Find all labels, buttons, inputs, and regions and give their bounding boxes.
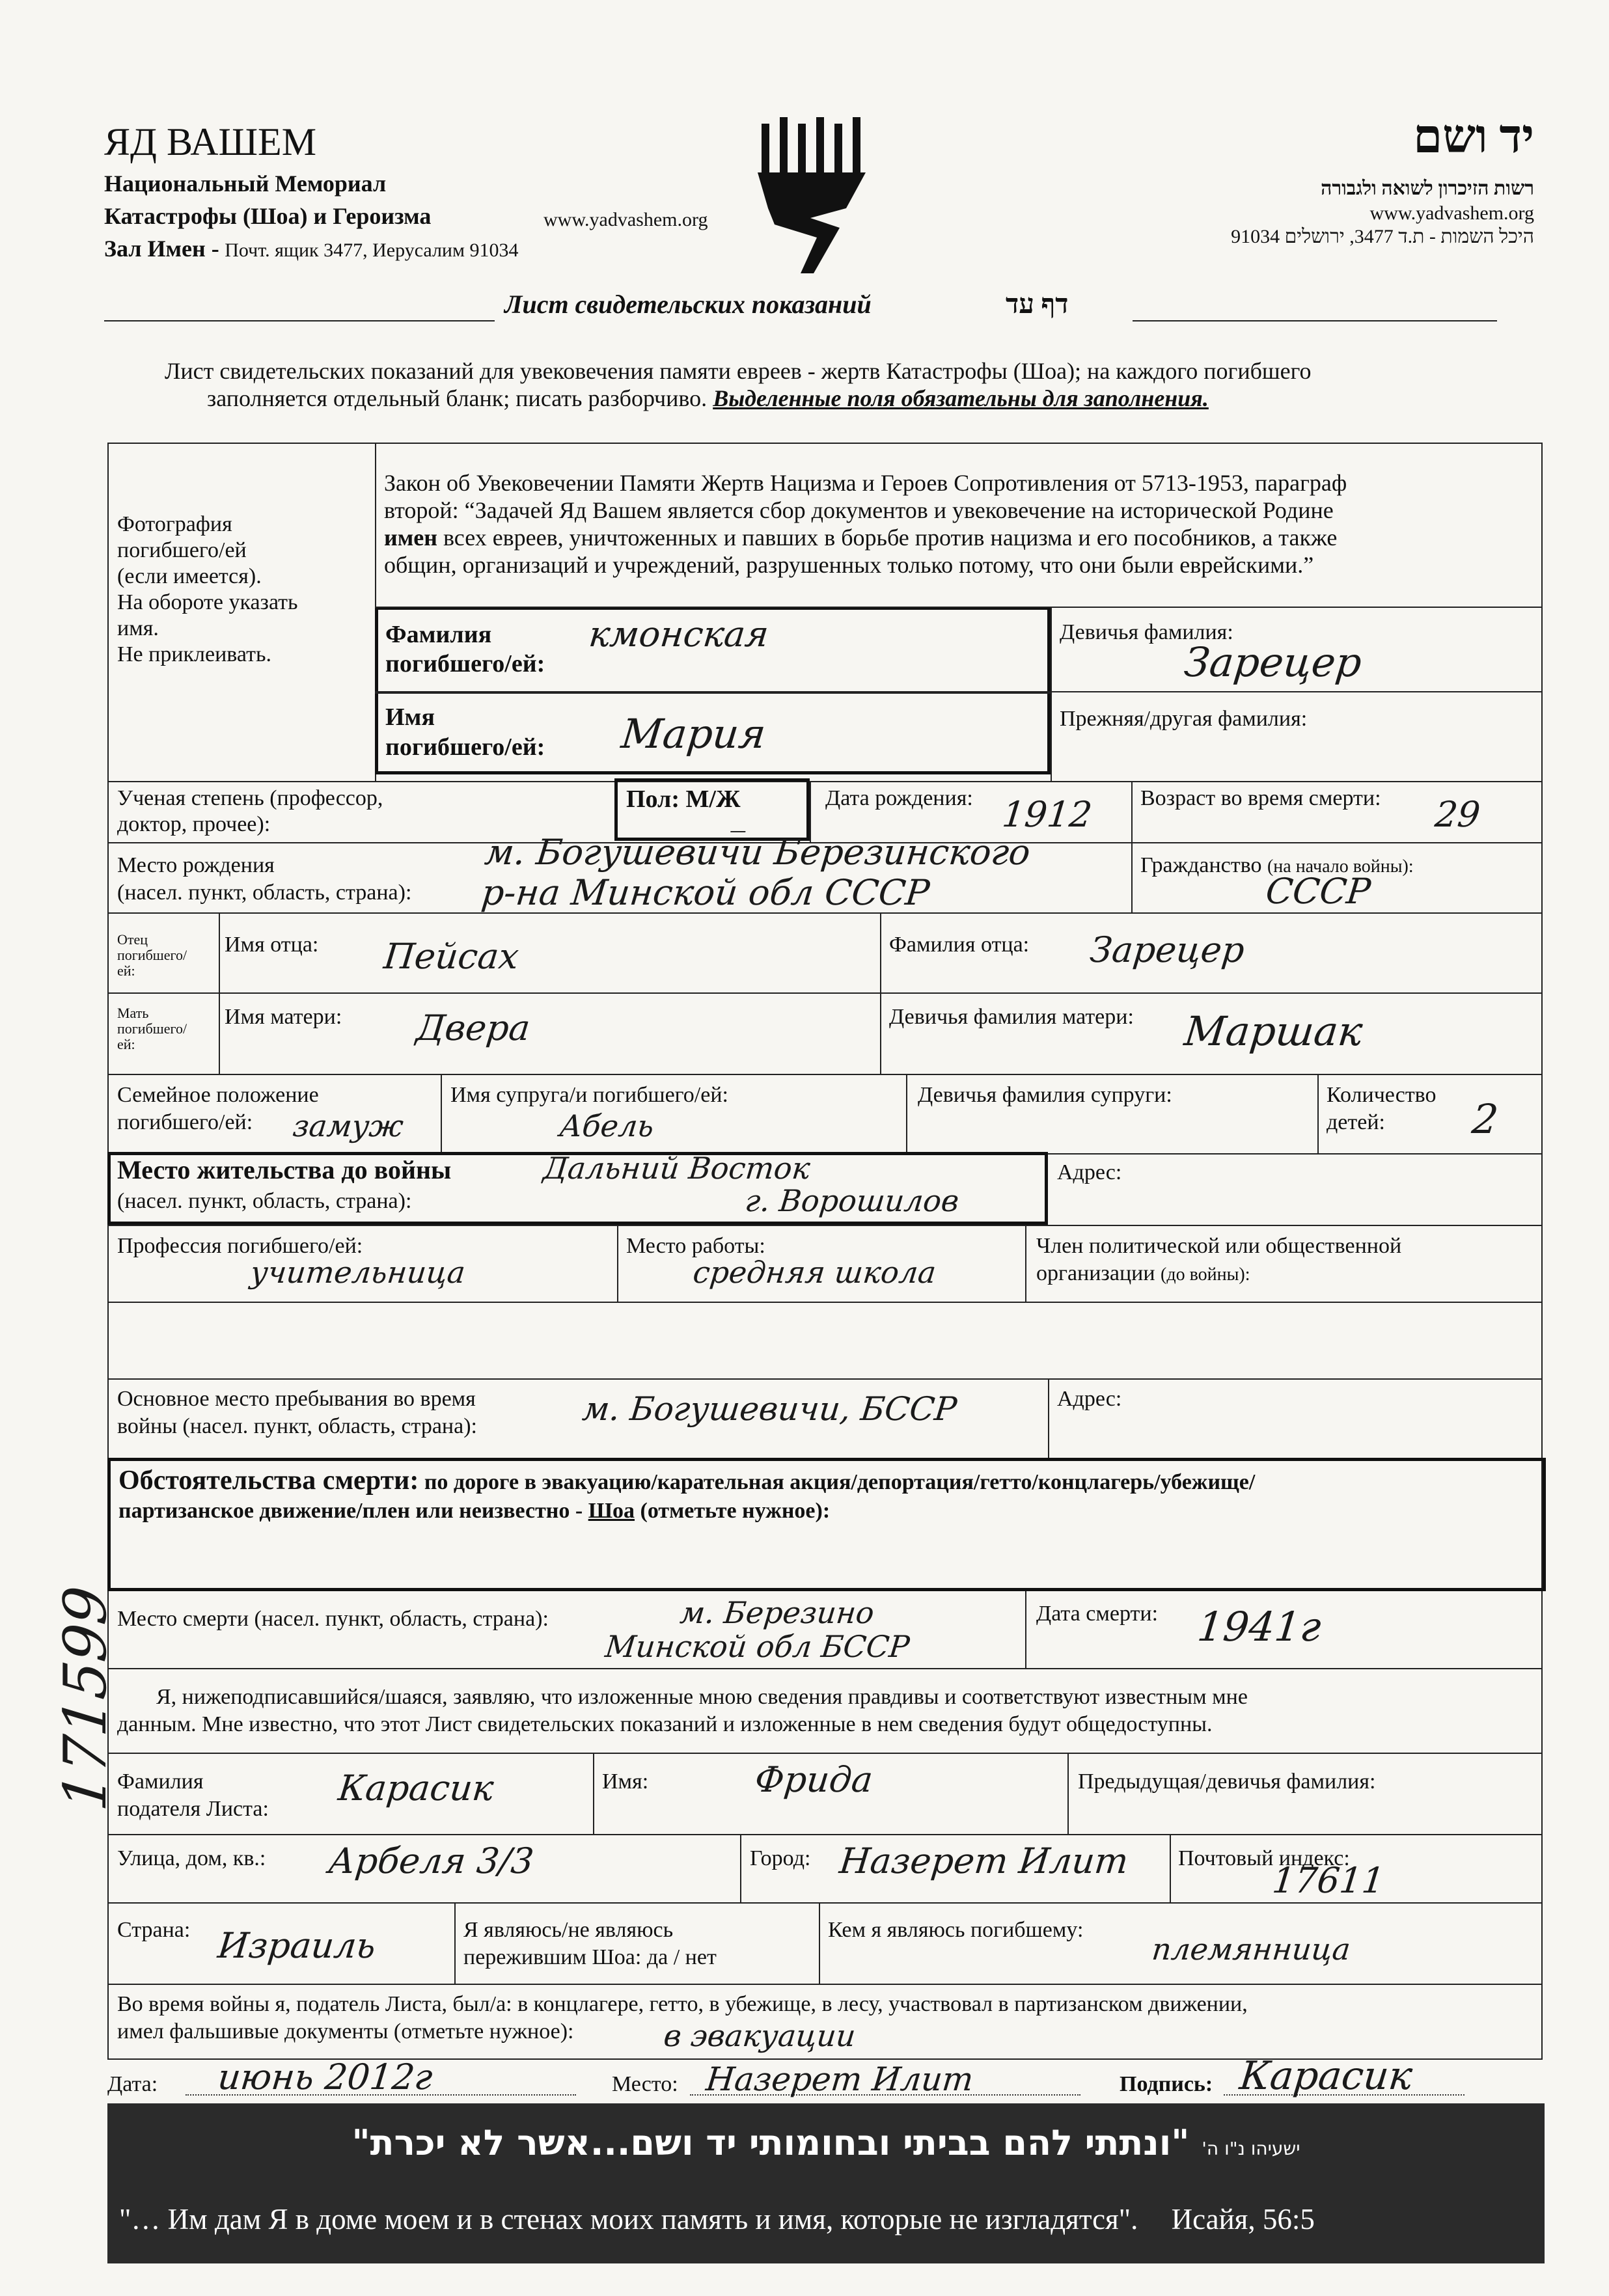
wartime-self-value[interactable]: в эвакуации [662,2018,858,2053]
children-label: Количество [1327,1083,1437,1107]
father-surname-label: Фамилия отца: [889,933,1030,957]
footer-hebrew-quote [107,2122,1545,2170]
citizenship-value[interactable]: СССР [1263,871,1373,912]
submitter-name-label: Имя: [602,1770,649,1794]
signature-value[interactable]: Карасик [1237,2053,1415,2099]
birth-date-label: Дата рождения: [825,786,973,810]
wartime-self-line-2: имел фальшивые документы (отметьте нужное): [117,2019,574,2043]
mother-box-label-2: погибшего/ [117,1020,187,1037]
mother-box-label: Мать [117,1005,149,1021]
law-line [384,525,1337,551]
place-value[interactable]: Назерет Илит [704,2060,976,2098]
city-label: Город: [750,1846,811,1870]
org-line-2: Катастрофы (Шоа) и Героизма [104,203,432,229]
firstname-label: Имя [385,704,435,731]
org-line-1-hebrew: רשות הזיכרון לשואה ולגבורה [1321,178,1534,199]
org-url: www.yadvashem.org [543,209,708,230]
death-place-value-1[interactable]: м. Березино [678,1595,876,1630]
footer-russian-ref: Исайя, 56:5 [1171,2203,1315,2235]
marital-value[interactable]: замуж [291,1108,406,1143]
death-place-value-2[interactable]: Минской обл БССР [603,1629,911,1664]
submitter-surname-value[interactable]: Карасик [336,1768,496,1809]
relation-label: Кем я являюсь погибшему: [828,1918,1084,1942]
wartime-place-label: Основное место пребывания во время [117,1387,476,1411]
spouse-name-value[interactable]: Абель [558,1108,656,1143]
intro-required-note: Выделенные поля обязательны для заполнения. [713,385,1209,411]
law-line-3: всех евреев, уничтоженных и павших в борьбе против нацизма и его пособников, а также [443,525,1338,551]
city-value[interactable]: Назерет Илит [837,1840,1131,1881]
degree-label: Ученая степень (профессор, [117,786,383,810]
residence-address-label: Адрес: [1057,1160,1122,1184]
birth-place-label: Место рождения [117,853,275,877]
photo-note-line: (если имеется). [117,564,262,588]
circumstances-options: по дороге в эвакуацию/карательная акция/депортация/гетто/концлагерь/убежище/ [424,1470,1256,1494]
law-line: общин, организаций и учреждений, разрушенных только потому, что они были еврейскими.” [384,552,1314,578]
submitter-name-value[interactable]: Фрида [752,1759,875,1800]
wartime-self-line-1: Во время войны я, податель Листа, был/а: в концлагере, гетто, в убежище, в лесу, участвовал в партизанском движении, [117,1992,1248,2016]
birth-place-value-1[interactable]: м. Богушевичи Березинского [482,832,1032,873]
workplace-label: Место работы: [626,1234,765,1258]
mother-maiden-value[interactable]: Маршак [1182,1007,1365,1055]
firstname-label-2: погибшего/ей: [385,733,545,761]
maiden-label: Девичья фамилия: [1060,620,1233,644]
residence-sub-label: (насел. пункт, область, страна): [117,1189,412,1213]
age-at-death-label: Возраст во время смерти: [1140,786,1381,810]
postcode-value[interactable]: 17611 [1270,1860,1387,1901]
footer-banner [107,2103,1545,2263]
surname-label-2: погибшего/ей: [385,650,545,677]
street-label: Улица, дом, кв.: [117,1846,266,1870]
photo-note-line: На обороте указать [117,590,298,614]
submitter-surname-label: Фамилия [117,1770,204,1794]
father-name-label: Имя отца: [225,933,319,957]
sex-mark[interactable]: _ [730,797,749,832]
footer-russian-text: "… Им дам Я в доме моем и в стенах моих память и имя, которые не изгладятся". [119,2203,1138,2235]
org-line-3 [104,236,518,264]
org-line-3-hebrew: היכל השמות - ת.ד 3477, ירושלים 91034 [1231,226,1534,247]
date-label: Дата: [107,2072,158,2096]
survivor-label: Я являюсь/не являюсь [463,1918,674,1942]
submitter-surname-label-2: подателя Листа: [117,1797,269,1821]
declaration-line-1: Я, нижеподписавшийся/шаяся, заявляю, что изложенные мною сведения правдивы и соответствуют известным мне [156,1685,1248,1709]
yad-vashem-logo-icon [749,111,879,280]
declaration-line-2: данным. Мне известно, что этот Лист свидетельских показаний и изложенные в нем сведения будут общедоступны. [117,1712,1213,1736]
footer-russian-quote [119,2201,1315,2237]
law-bold-word: имен [384,525,437,551]
circumstances-line-2 [118,1498,830,1524]
sex-label: Пол: М/Ж [626,786,741,813]
footer-hebrew-text: "ונתתי להם בביתי ובחומותי יד ושם...אשר לא יכרת" [351,2122,1190,2163]
circumstances-options-2: партизанское движение/плен или неизвестно - [118,1499,583,1523]
member-label-2 [1036,1261,1250,1288]
death-date-label: Дата смерти: [1036,1602,1159,1626]
father-box-label: Отец [117,931,148,948]
spouse-name-label: Имя супруга/и погибшего/ей: [450,1083,728,1107]
intro-line-2 [207,385,1209,411]
workplace-value[interactable]: средняя школа [691,1255,938,1290]
org-title: ЯД ВАШЕМ [104,120,317,163]
citizenship-note: (на начало войны): [1267,856,1414,877]
marital-label-2: погибшего/ей: [117,1110,253,1134]
circumstances-line-1 [118,1466,1255,1497]
mother-maiden-label: Девичья фамилия матери: [889,1005,1134,1029]
date-value[interactable]: июнь 2012г [215,2057,435,2098]
residence-value-1[interactable]: Дальний Восток [542,1151,812,1186]
residence-label: Место жительства до войны [117,1155,452,1184]
member-note: (до войны): [1161,1264,1250,1285]
children-label-2: детей: [1327,1110,1385,1134]
org-line-1: Национальный Мемориал [104,171,387,197]
mother-name-label: Имя матери: [225,1005,342,1029]
intro-line-1: Лист свидетельских показаний для увековечения памяти евреев - жертв Катастрофы (Шоа); на каждого погибшего [165,358,1312,384]
law-line: второй: “Задачей Яд Вашем является сбор документов и увековечение на исторической Родине [384,497,1334,523]
form-title: Лист свидетельских показаний [504,290,872,319]
father-surname-value[interactable]: Зарецер [1088,929,1246,970]
form-title-hebrew: דף עד [1006,290,1069,320]
other-surname-label: Прежняя/другая фамилия: [1060,707,1308,731]
circumstances-shoa[interactable]: Шоа [588,1499,635,1523]
org-address: Почт. ящик 3477, Иерусалим 91034 [225,239,519,261]
footer-hebrew-ref: ישעיהו נ"ו ה' [1202,2138,1300,2159]
residence-value-2[interactable]: г. Ворошилов [743,1183,961,1218]
profession-value[interactable]: учительница [249,1255,467,1290]
birth-place-value-2[interactable]: р-на Минской обл СССР [479,872,932,913]
org-hall-label: Зал Имен - [104,236,219,262]
death-date-value[interactable]: 1941г [1195,1603,1324,1650]
wartime-address-label: Адрес: [1057,1387,1122,1411]
wartime-place-value[interactable]: м. Богушевичи, БССР [580,1390,959,1428]
spouse-maiden-label: Девичья фамилия супруги: [918,1083,1172,1107]
marital-label: Семейное положение [117,1083,319,1107]
children-value[interactable]: 2 [1470,1095,1501,1143]
org-title-hebrew: יד ושם [1413,111,1534,163]
submitter-prev-label: Предыдущая/девичья фамилия: [1078,1770,1376,1794]
member-label-2-text: организации [1036,1261,1155,1285]
birth-date-value[interactable]: 1912 [1000,794,1094,835]
relation-value[interactable]: племянница [1150,1932,1353,1967]
intro-line-2-text: заполняется отдельный бланк; писать разборчиво. [207,385,708,411]
mother-name-value[interactable]: Двера [414,1007,532,1048]
father-box-label-3: ей: [117,963,135,979]
age-at-death-value[interactable]: 29 [1433,794,1483,835]
maiden-value[interactable]: Зарецер [1182,638,1364,686]
father-name-value[interactable]: Пейсах [381,936,521,977]
member-label: Член политической или общественной [1036,1234,1402,1258]
citizenship-label-text: Гражданство [1140,853,1262,877]
survivor-label-2[interactable]: пережившим Шоа: да / нет [463,1945,717,1969]
place-label: Место: [612,2072,678,2096]
profession-label: Профессия погибшего/ей: [117,1234,363,1258]
wartime-place-label-2: войны (насел. пункт, область, страна): [117,1414,477,1438]
photo-note-line: Не приклеивать. [117,642,271,666]
birth-place-label-2: (насел. пункт, область, страна): [117,881,412,905]
degree-label-2: доктор, прочее): [117,812,271,836]
photo-note-line: имя. [117,616,159,640]
street-value[interactable]: Арбеля 3/3 [326,1840,536,1881]
signature-label: Подпись: [1120,2072,1213,2096]
father-box-label-2: погибшего/ [117,947,187,963]
postcode-label: Почтовый индекс: [1178,1846,1350,1870]
circumstances-note: (отметьте нужное): [640,1499,831,1523]
firstname-value[interactable]: Мария [619,710,769,758]
photo-note-line: погибшего/ей [117,538,247,562]
surname-value[interactable]: кмонская [586,614,771,655]
circumstances-label: Обстоятельства смерти: [118,1466,419,1496]
country-value[interactable]: Израиль [215,1925,378,1966]
surname-label: Фамилия [385,621,492,648]
mother-box-label-3: ей: [117,1036,135,1052]
photo-note-line: Фотография [117,512,232,536]
law-line: Закон об Увековечении Памяти Жертв Нацизма и Героев Сопротивления от 5713-1953, параграф [384,470,1347,496]
country-label: Страна: [117,1918,191,1942]
death-place-label: Место смерти (насел. пункт, область, страна): [117,1607,549,1631]
org-url-right: www.yadvashem.org [1369,202,1534,224]
margin-number: 171599 [51,1583,120,1814]
